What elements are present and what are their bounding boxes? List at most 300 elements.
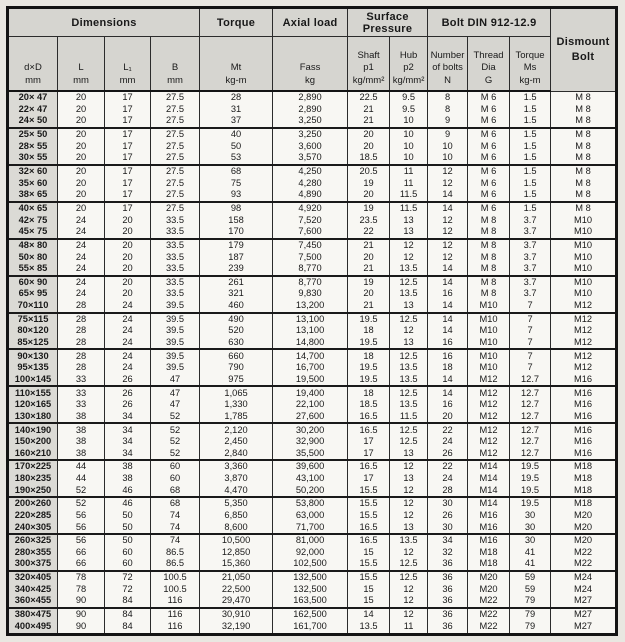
l-cell: 38: [58, 436, 105, 447]
dismount-bolt-cell: M16: [551, 423, 617, 436]
col-header-b: [151, 37, 200, 92]
header-line: Dia: [481, 62, 496, 74]
size-cell: 40× 65: [8, 202, 58, 215]
l-cell: 52: [58, 497, 105, 510]
hub-p2-cell: 12.5: [390, 386, 428, 399]
l-cell: 38: [58, 448, 105, 461]
hub-p2-cell: 13.5: [390, 263, 428, 276]
torque-ms-cell: 7: [510, 349, 551, 362]
mt-cell: 98: [200, 202, 273, 215]
fass-cell: 13,100: [273, 313, 348, 326]
thread-dia-cell: M12: [468, 436, 510, 447]
num-bolts-cell: 36: [428, 595, 468, 608]
size-cell: 42× 75: [8, 214, 58, 225]
num-bolts-cell: 14: [428, 374, 468, 387]
torque-ms-cell: 3.7: [510, 214, 551, 225]
l-cell: 90: [58, 608, 105, 621]
shaft-p1-cell: 20: [348, 251, 390, 262]
dismount-bolt-cell: M27: [551, 608, 617, 621]
header-line: Mt: [230, 62, 242, 74]
fass-cell: 163,500: [273, 595, 348, 608]
fass-cell: 13,200: [273, 300, 348, 313]
shaft-p1-cell: 17: [348, 448, 390, 461]
fass-cell: 3,250: [273, 128, 348, 141]
shaft-p1-cell: 20: [348, 288, 390, 299]
num-bolts-cell: 14: [428, 300, 468, 313]
mt-cell: 3,870: [200, 473, 273, 484]
l1-cell: 26: [105, 374, 151, 387]
mt-cell: 2,840: [200, 448, 273, 461]
hub-p2-cell: 12: [390, 510, 428, 521]
thread-dia-cell: M 8: [468, 251, 510, 262]
col-group-surface-pressure: Surface Pressure: [348, 8, 428, 37]
shaft-p1-cell: 21: [348, 239, 390, 252]
size-cell: 45× 75: [8, 226, 58, 239]
l1-cell: 17: [105, 141, 151, 152]
size-cell: 400×495: [8, 621, 58, 635]
table-row: [8, 239, 617, 252]
dismount-bolt-cell: M 8: [551, 178, 617, 189]
torque-ms-cell: 7: [510, 325, 551, 336]
b-cell: 100.5: [151, 584, 200, 595]
shaft-p1-cell: 21: [348, 300, 390, 313]
dismount-bolt-cell: M12: [551, 349, 617, 362]
dismount-bolt-cell: M18: [551, 484, 617, 497]
dismount-bolt-cell: M16: [551, 436, 617, 447]
size-cell: 22× 47: [8, 104, 58, 115]
hub-p2-cell: 13: [390, 521, 428, 534]
mt-cell: 630: [200, 337, 273, 350]
mt-cell: 28: [200, 91, 273, 104]
l1-cell: 24: [105, 337, 151, 350]
l1-cell: 17: [105, 165, 151, 178]
num-bolts-cell: 16: [428, 349, 468, 362]
fass-cell: 13,100: [273, 325, 348, 336]
fass-cell: 32,900: [273, 436, 348, 447]
dismount-bolt-cell: M 8: [551, 152, 617, 165]
shaft-p1-cell: 16.5: [348, 460, 390, 473]
torque-ms-cell: 1.5: [510, 152, 551, 165]
header-line: kg-m: [519, 74, 541, 86]
mt-cell: 75: [200, 178, 273, 189]
table-row: [8, 362, 617, 373]
l1-cell: 84: [105, 621, 151, 635]
thread-dia-cell: M16: [468, 534, 510, 547]
col-header-thread-dia: [468, 37, 510, 92]
b-cell: 86.5: [151, 558, 200, 571]
l1-cell: 24: [105, 362, 151, 373]
fass-cell: 7,600: [273, 226, 348, 239]
table-row: [8, 621, 617, 635]
mt-cell: 2,120: [200, 423, 273, 436]
b-cell: 74: [151, 521, 200, 534]
fass-cell: 35,500: [273, 448, 348, 461]
num-bolts-cell: 26: [428, 448, 468, 461]
l1-cell: 50: [105, 534, 151, 547]
size-cell: 60× 90: [8, 276, 58, 289]
table-row: [8, 189, 617, 202]
b-cell: 27.5: [151, 165, 200, 178]
b-cell: 116: [151, 621, 200, 635]
num-bolts-cell: 9: [428, 115, 468, 128]
dismount-bolt-cell: M16: [551, 448, 617, 461]
mt-cell: 40: [200, 128, 273, 141]
table-row: [8, 423, 617, 436]
l1-cell: 84: [105, 608, 151, 621]
shaft-p1-cell: 18.5: [348, 152, 390, 165]
num-bolts-cell: 9: [428, 128, 468, 141]
mt-cell: 6,850: [200, 510, 273, 521]
table-row: [8, 460, 617, 473]
thread-dia-cell: M16: [468, 521, 510, 534]
thread-dia-cell: M 6: [468, 115, 510, 128]
hub-p2-cell: 12: [390, 484, 428, 497]
size-cell: 110×155: [8, 386, 58, 399]
torque-ms-cell: 1.5: [510, 189, 551, 202]
col-header-hub-p2: [390, 37, 428, 92]
hub-p2-cell: 13.5: [390, 534, 428, 547]
col-header-num-bolts: [428, 37, 468, 92]
thread-dia-cell: M 6: [468, 189, 510, 202]
size-cell: 70×110: [8, 300, 58, 313]
table-row: [8, 214, 617, 225]
mt-cell: 22,500: [200, 584, 273, 595]
size-cell: 75×115: [8, 313, 58, 326]
header-line: mm: [73, 74, 89, 86]
l1-cell: 24: [105, 313, 151, 326]
shaft-p1-cell: 15.5: [348, 497, 390, 510]
fass-cell: 2,890: [273, 91, 348, 104]
l1-cell: 20: [105, 263, 151, 276]
shaft-p1-cell: 16.5: [348, 521, 390, 534]
header-line: N: [444, 74, 451, 86]
b-cell: 27.5: [151, 104, 200, 115]
l1-cell: 20: [105, 214, 151, 225]
shaft-p1-cell: 20.5: [348, 165, 390, 178]
torque-ms-cell: 3.7: [510, 276, 551, 289]
thread-dia-cell: M22: [468, 621, 510, 635]
size-cell: 25× 50: [8, 128, 58, 141]
b-cell: 27.5: [151, 202, 200, 215]
thread-dia-cell: M 6: [468, 141, 510, 152]
table-row: [8, 165, 617, 178]
b-cell: 100.5: [151, 571, 200, 584]
fass-cell: 132,500: [273, 584, 348, 595]
dismount-bolt-cell: M27: [551, 621, 617, 635]
l-cell: 90: [58, 621, 105, 635]
b-cell: 68: [151, 484, 200, 497]
fass-cell: 19,400: [273, 386, 348, 399]
torque-ms-cell: 41: [510, 558, 551, 571]
fass-cell: 4,250: [273, 165, 348, 178]
header-line: L₁: [123, 62, 132, 74]
num-bolts-cell: 12: [428, 251, 468, 262]
table-row: [8, 115, 617, 128]
num-bolts-cell: 18: [428, 362, 468, 373]
mt-cell: 2,450: [200, 436, 273, 447]
l-cell: 38: [58, 423, 105, 436]
shaft-p1-cell: 15.5: [348, 558, 390, 571]
fass-cell: 4,920: [273, 202, 348, 215]
shaft-p1-cell: 19: [348, 276, 390, 289]
fass-cell: 3,570: [273, 152, 348, 165]
hub-p2-cell: 11: [390, 178, 428, 189]
num-bolts-cell: 28: [428, 484, 468, 497]
hub-p2-cell: 13.5: [390, 374, 428, 387]
thread-dia-cell: M20: [468, 571, 510, 584]
thread-dia-cell: M16: [468, 510, 510, 521]
fass-cell: 14,800: [273, 337, 348, 350]
mt-cell: 1,785: [200, 411, 273, 424]
torque-ms-cell: 30: [510, 521, 551, 534]
num-bolts-cell: 34: [428, 534, 468, 547]
torque-ms-cell: 1.5: [510, 91, 551, 104]
num-bolts-cell: 14: [428, 325, 468, 336]
table-row: [8, 313, 617, 326]
mt-cell: 170: [200, 226, 273, 239]
table-row: [8, 91, 617, 104]
header-line: Ms: [523, 62, 537, 74]
table-row: [8, 337, 617, 350]
l1-cell: 60: [105, 558, 151, 571]
num-bolts-cell: 12: [428, 178, 468, 189]
mt-cell: 93: [200, 189, 273, 202]
l1-cell: 34: [105, 423, 151, 436]
table-row: [8, 178, 617, 189]
header-line: Fass: [299, 62, 321, 74]
fass-cell: 50,200: [273, 484, 348, 497]
hub-p2-cell: 12.5: [390, 558, 428, 571]
header-line: Number: [430, 49, 465, 61]
num-bolts-cell: 24: [428, 436, 468, 447]
table-row: [8, 448, 617, 461]
table-row: [8, 251, 617, 262]
thread-dia-cell: M 8: [468, 276, 510, 289]
hub-p2-cell: 12: [390, 595, 428, 608]
num-bolts-cell: 36: [428, 584, 468, 595]
mt-cell: 50: [200, 141, 273, 152]
hub-p2-cell: 13.5: [390, 288, 428, 299]
torque-ms-cell: 12.7: [510, 399, 551, 410]
num-bolts-cell: 12: [428, 226, 468, 239]
fass-cell: 71,700: [273, 521, 348, 534]
l-cell: 52: [58, 484, 105, 497]
size-cell: 85×125: [8, 337, 58, 350]
shaft-p1-cell: 21: [348, 263, 390, 276]
l-cell: 66: [58, 547, 105, 558]
size-cell: 20× 47: [8, 91, 58, 104]
header-line: p1: [363, 62, 374, 74]
torque-ms-cell: 3.7: [510, 239, 551, 252]
torque-ms-cell: 7: [510, 337, 551, 350]
thread-dia-cell: M12: [468, 448, 510, 461]
size-cell: 360×455: [8, 595, 58, 608]
thread-dia-cell: M 8: [468, 214, 510, 225]
l-cell: 28: [58, 300, 105, 313]
l-cell: 24: [58, 276, 105, 289]
table-row: [8, 558, 617, 571]
fass-cell: 162,500: [273, 608, 348, 621]
l-cell: 28: [58, 349, 105, 362]
thread-dia-cell: M 8: [468, 263, 510, 276]
l-cell: 78: [58, 571, 105, 584]
l-cell: 20: [58, 91, 105, 104]
l1-cell: 17: [105, 152, 151, 165]
shaft-p1-cell: 15.5: [348, 484, 390, 497]
l-cell: 28: [58, 325, 105, 336]
mt-cell: 239: [200, 263, 273, 276]
table-row: [8, 411, 617, 424]
table-row: [8, 263, 617, 276]
dismount-bolt-cell: M 8: [551, 91, 617, 104]
dismount-bolt-cell: M 8: [551, 141, 617, 152]
shaft-p1-cell: 20: [348, 128, 390, 141]
b-cell: 33.5: [151, 276, 200, 289]
l1-cell: 20: [105, 239, 151, 252]
fass-cell: 3,250: [273, 115, 348, 128]
thread-dia-cell: M 6: [468, 104, 510, 115]
shaft-p1-cell: 13.5: [348, 621, 390, 635]
hub-p2-cell: 11.5: [390, 411, 428, 424]
shaft-p1-cell: 15: [348, 584, 390, 595]
table-row: [8, 386, 617, 399]
table-row: [8, 349, 617, 362]
size-cell: 48× 80: [8, 239, 58, 252]
size-cell: 90×130: [8, 349, 58, 362]
fass-cell: 27,600: [273, 411, 348, 424]
header-sub-row: [8, 37, 617, 92]
hub-p2-cell: 13.5: [390, 362, 428, 373]
l1-cell: 84: [105, 595, 151, 608]
shaft-p1-cell: 18: [348, 386, 390, 399]
mt-cell: 460: [200, 300, 273, 313]
size-cell: 95×135: [8, 362, 58, 373]
fass-cell: 30,200: [273, 423, 348, 436]
mt-cell: 975: [200, 374, 273, 387]
header-line: Shaft: [357, 49, 380, 61]
shaft-p1-cell: 20: [348, 189, 390, 202]
thread-dia-cell: M 6: [468, 178, 510, 189]
fass-cell: 63,000: [273, 510, 348, 521]
b-cell: 33.5: [151, 214, 200, 225]
mt-cell: 1,065: [200, 386, 273, 399]
b-cell: 52: [151, 423, 200, 436]
table-row: [8, 484, 617, 497]
thread-dia-cell: M20: [468, 584, 510, 595]
mt-cell: 660: [200, 349, 273, 362]
table-body: [8, 91, 617, 635]
num-bolts-cell: 30: [428, 497, 468, 510]
table-row: [8, 608, 617, 621]
dismount-bolt-cell: M20: [551, 510, 617, 521]
dismount-bolt-cell: M18: [551, 460, 617, 473]
size-cell: 300×375: [8, 558, 58, 571]
hub-p2-cell: 12.5: [390, 349, 428, 362]
b-cell: 27.5: [151, 141, 200, 152]
shaft-p1-cell: 21: [348, 115, 390, 128]
mt-cell: 4,470: [200, 484, 273, 497]
l1-cell: 17: [105, 104, 151, 115]
b-cell: 39.5: [151, 325, 200, 336]
thread-dia-cell: M10: [468, 349, 510, 362]
b-cell: 33.5: [151, 288, 200, 299]
thread-dia-cell: M12: [468, 374, 510, 387]
b-cell: 52: [151, 448, 200, 461]
torque-ms-cell: 12.7: [510, 374, 551, 387]
table-row: [8, 571, 617, 584]
l-cell: 38: [58, 411, 105, 424]
mt-cell: 790: [200, 362, 273, 373]
torque-ms-cell: 1.5: [510, 178, 551, 189]
shaft-p1-cell: 16.5: [348, 411, 390, 424]
num-bolts-cell: 22: [428, 423, 468, 436]
l1-cell: 20: [105, 288, 151, 299]
size-cell: 190×250: [8, 484, 58, 497]
fass-cell: 14,700: [273, 349, 348, 362]
dismount-bolt-cell: M20: [551, 521, 617, 534]
hub-p2-cell: 12: [390, 608, 428, 621]
size-cell: 200×260: [8, 497, 58, 510]
spec-table: [6, 6, 618, 636]
l-cell: 24: [58, 288, 105, 299]
b-cell: 47: [151, 374, 200, 387]
hub-p2-cell: 13: [390, 300, 428, 313]
num-bolts-cell: 36: [428, 608, 468, 621]
thread-dia-cell: M 6: [468, 165, 510, 178]
torque-ms-cell: 19.5: [510, 473, 551, 484]
mt-cell: 179: [200, 239, 273, 252]
col-header-size: [8, 37, 58, 92]
torque-ms-cell: 12.7: [510, 423, 551, 436]
hub-p2-cell: 13: [390, 448, 428, 461]
b-cell: 47: [151, 399, 200, 410]
dismount-bolt-cell: M18: [551, 497, 617, 510]
col-header-mt: [200, 37, 273, 92]
torque-ms-cell: 12.7: [510, 448, 551, 461]
hub-p2-cell: 12.5: [390, 423, 428, 436]
dismount-bolt-cell: M10: [551, 288, 617, 299]
header-line: mm: [119, 74, 136, 86]
l-cell: 33: [58, 374, 105, 387]
header-line: kg/mm²: [352, 74, 385, 86]
hub-p2-cell: 11: [390, 165, 428, 178]
hub-p2-cell: 10: [390, 141, 428, 152]
size-cell: 80×120: [8, 325, 58, 336]
num-bolts-cell: 12: [428, 214, 468, 225]
dismount-bolt-cell: M20: [551, 534, 617, 547]
table-row: [8, 276, 617, 289]
thread-dia-cell: M 8: [468, 288, 510, 299]
shaft-p1-cell: 19.5: [348, 337, 390, 350]
thread-dia-cell: M 8: [468, 226, 510, 239]
mt-cell: 29,470: [200, 595, 273, 608]
dismount-bolt-cell: M10: [551, 214, 617, 225]
b-cell: 39.5: [151, 337, 200, 350]
size-cell: 50× 80: [8, 251, 58, 262]
l1-cell: 17: [105, 91, 151, 104]
thread-dia-cell: M 6: [468, 202, 510, 215]
shaft-p1-cell: 18: [348, 325, 390, 336]
fass-cell: 39,600: [273, 460, 348, 473]
l-cell: 24: [58, 251, 105, 262]
num-bolts-cell: 12: [428, 239, 468, 252]
dismount-bolt-cell: M 8: [551, 104, 617, 115]
header-line: Hub: [399, 49, 418, 61]
torque-ms-cell: 3.7: [510, 251, 551, 262]
b-cell: 27.5: [151, 189, 200, 202]
hub-p2-cell: 13: [390, 214, 428, 225]
mt-cell: 32,190: [200, 621, 273, 635]
